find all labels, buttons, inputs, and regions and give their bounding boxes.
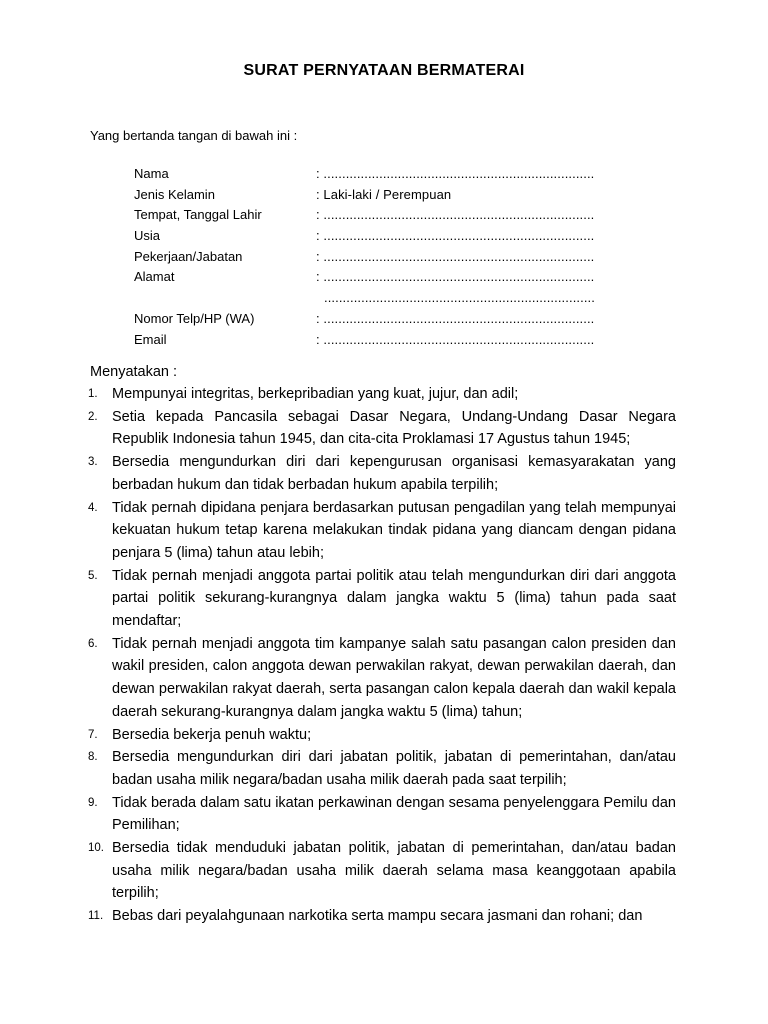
field-row-alamat-continued	[134, 288, 634, 309]
list-item	[90, 633, 676, 724]
list-item	[90, 837, 676, 905]
item-text: Tidak pernah menjadi anggota partai politik atau telah mengundurkan diri dari anggota partai politik sekurang-kurangnya dalam jangka waktu 5 (lima) tahun pada saat mendaftar;	[112, 567, 676, 630]
field-row-alamat	[134, 267, 634, 288]
item-text: Setia kepada Pancasila sebagai Dasar Negara, Undang-Undang Dasar Negara Republik Indonesia tahun 1945, dan cita-cita Proklamasi 17 Agustus tahun 1945;	[112, 408, 676, 448]
list-item	[90, 497, 676, 565]
list-item	[90, 565, 676, 633]
field-value: : .........................................................................	[316, 207, 595, 223]
field-row-telp	[134, 309, 634, 330]
list-item	[90, 383, 676, 406]
field-label: Tempat, Tanggal Lahir	[134, 207, 262, 223]
item-text: Tidak pernah dipidana penjara berdasarkan putusan pengadilan yang telah mempunyai kekuatan hukum tetap karena melakukan tindak pidana yang diancam dengan pidana penjara 5 (lima) tahun atau lebih;	[112, 499, 676, 561]
item-number: 9.	[88, 796, 98, 809]
intro-text: Yang bertanda tangan di bawah ini :	[90, 128, 298, 143]
item-text: Bersedia mengundurkan diri dari kepengurusan organisasi kemasyarakatan yang berbadan hukum dan tidak berbadan hukum apabila terpilih;	[112, 454, 676, 493]
declaration-heading: Menyatakan :	[90, 364, 178, 380]
item-number: 11.	[88, 910, 104, 923]
field-label: Alamat	[134, 269, 175, 285]
field-label: Usia	[134, 228, 161, 244]
field-value: : .........................................................................	[316, 269, 595, 285]
field-row-tempat-tanggal-lahir	[134, 205, 634, 226]
identity-fields	[134, 164, 634, 350]
field-value: : .........................................................................	[316, 248, 595, 264]
field-label: Email	[134, 331, 167, 347]
field-label: Jenis Kelamin	[134, 186, 215, 202]
field-row-email	[134, 330, 634, 351]
field-label: Nama	[134, 166, 169, 181]
field-row-nama	[134, 164, 634, 185]
field-label: Pekerjaan/Jabatan	[134, 248, 243, 264]
item-number: 6.	[88, 637, 98, 650]
field-row-pekerjaan	[134, 247, 634, 268]
item-text: Tidak berada dalam satu ikatan perkawinan dengan sesama penyelenggara Pemilu dan Pemilihan;	[112, 794, 676, 834]
document-title: SURAT PERNYATAAN BERMATERAI	[243, 62, 525, 79]
item-number: 2.	[88, 410, 98, 423]
field-row-jenis-kelamin	[134, 185, 634, 206]
item-number: 3.	[88, 456, 98, 469]
item-number: 8.	[88, 751, 98, 764]
field-value: : .........................................................................	[316, 166, 595, 181]
list-item	[90, 451, 676, 496]
field-value: : Laki-laki / Perempuan	[316, 186, 452, 202]
field-label: Nomor Telp/HP (WA)	[134, 310, 255, 326]
list-item	[90, 724, 676, 747]
item-text: Bersedia mengundurkan diri dari jabatan politik, jabatan di pemerintahan, dan/atau badan usaha milik negara/badan usaha milik daerah pada saat terpilih;	[112, 749, 676, 788]
item-text: Mempunyai integritas, berkepribadian yang kuat, jujur, dan adil;	[112, 386, 519, 402]
list-item	[90, 746, 676, 791]
item-number: 10.	[88, 842, 104, 855]
item-number: 4.	[88, 501, 98, 514]
item-text: Bebas dari peyalahgunaan narkotika serta mampu secara jasmani dan rohani; dan	[112, 908, 643, 925]
item-text: Bersedia tidak menduduki jabatan politik, jabatan di pemerintahan, dan/atau badan usaha milik negara/badan usaha milik daerah selama masa keanggotaan apabila terpilih;	[112, 840, 676, 902]
list-item	[90, 792, 676, 837]
item-number: 7.	[88, 728, 98, 741]
item-text: Tidak pernah menjadi anggota tim kampanye salah satu pasangan calon presiden dan wakil presiden, calon anggota dewan perwakilan rakyat, dewan perwakilan daerah, dan dewan perwakilan rakyat daerah, serta pasangan calon kepala daerah dan wakil kepala daerah sekurang-kurangnya dalam jangka waktu 5 (lima) tahun;	[112, 635, 676, 720]
list-item	[90, 406, 676, 451]
field-value: : .........................................................................	[316, 331, 595, 347]
item-number: 5.	[88, 569, 98, 582]
item-number: 1.	[88, 388, 98, 400]
field-value: : .........................................................................	[316, 310, 595, 326]
field-value: : .........................................................................	[316, 228, 595, 244]
field-row-usia	[134, 226, 634, 247]
item-text: Bersedia bekerja penuh waktu;	[112, 726, 312, 743]
declaration-list	[90, 383, 676, 928]
list-item	[90, 905, 676, 928]
field-value: .........................................................................	[324, 290, 595, 306]
